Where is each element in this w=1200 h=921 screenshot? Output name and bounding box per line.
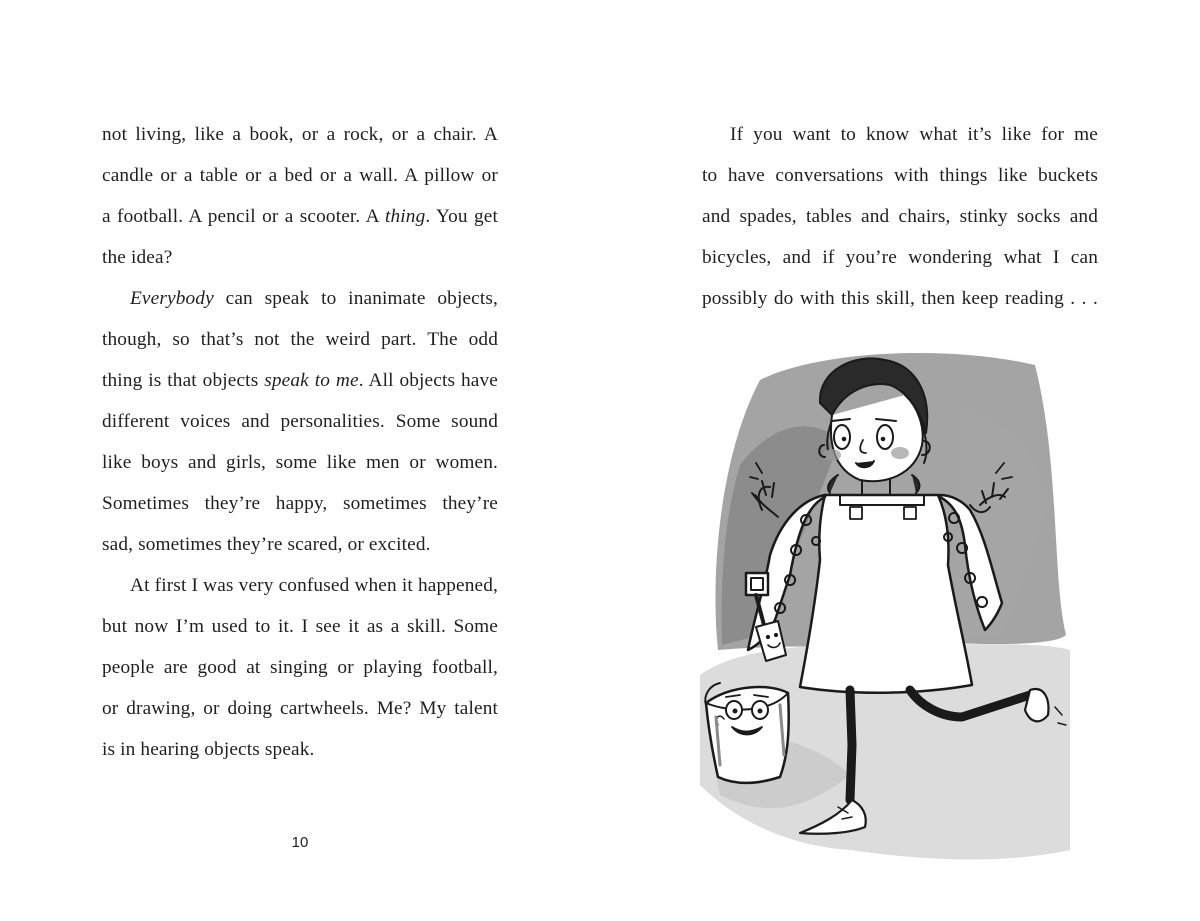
right-page-text bbox=[702, 114, 1098, 319]
text-line: not living, like a book, or a rock, or a chair. A bbox=[102, 124, 498, 145]
emphasis: thing bbox=[384, 206, 426, 227]
text-line: but now I’m used to it. I see it as a skill. Some bbox=[102, 616, 498, 637]
bucket-character bbox=[705, 683, 788, 783]
leg-standing bbox=[850, 690, 852, 800]
text-line: a football. A pencil or a scooter. A thing. You get bbox=[102, 206, 498, 227]
emphasis: speak to me bbox=[264, 370, 359, 391]
text-line: the idea? bbox=[102, 247, 173, 268]
text-line: to have conversations with things like buckets bbox=[702, 165, 1098, 186]
text-line: and spades, tables and chairs, stinky socks and bbox=[702, 206, 1098, 227]
text-line: though, so that’s not the weird part. The odd bbox=[102, 329, 498, 350]
emphasis: Everybody bbox=[130, 288, 214, 309]
text-line: sad, sometimes they’re scared, or excited. bbox=[102, 534, 431, 555]
text-line: bicycles, and if you’re wondering what I can bbox=[702, 247, 1098, 268]
girl-illustration bbox=[700, 345, 1070, 890]
text-line: Sometimes they’re happy, sometimes they’re bbox=[102, 493, 498, 514]
right-page bbox=[600, 0, 1200, 921]
text-line: people are good at singing or playing football, bbox=[102, 657, 498, 678]
shoe-back bbox=[1025, 689, 1048, 721]
text-line: candle or a table or a bed or a wall. A pillow or bbox=[102, 165, 498, 186]
page-number: 10 bbox=[291, 834, 309, 851]
text-line: is in hearing objects speak. bbox=[102, 739, 315, 760]
left-page-text bbox=[102, 114, 498, 770]
text-line: possibly do with this skill, then keep reading . . . bbox=[702, 288, 1098, 309]
text-line: different voices and personalities. Some sound bbox=[102, 411, 498, 432]
text-line: Everybody can speak to inanimate objects, bbox=[130, 288, 498, 309]
text-line: or drawing, or doing cartwheels. Me? My talent bbox=[102, 698, 498, 719]
text-line: If you want to know what it’s like for me bbox=[730, 124, 1098, 145]
text-line: thing is that objects speak to me. All objects have bbox=[102, 370, 498, 391]
text-line: like boys and girls, some like men or women. bbox=[102, 452, 498, 473]
dress bbox=[800, 495, 972, 693]
text-line: At first I was very confused when it happened, bbox=[130, 575, 498, 596]
